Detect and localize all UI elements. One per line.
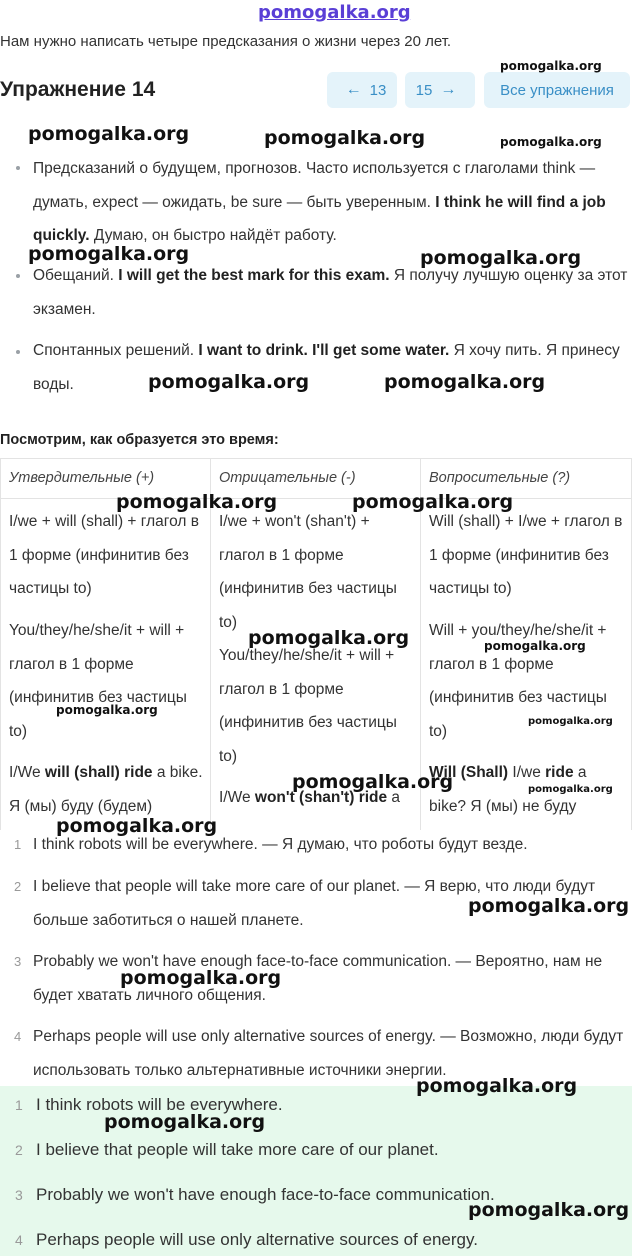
table-cell: Will + you/they/he/she/it + глагол в 1 форме (инфинитив без частицы to): [429, 622, 607, 740]
cell-bold: will (shall) ride: [44, 764, 153, 781]
answer-text: Probably we won't have enough face-to-face communication.: [36, 1185, 495, 1204]
cell-bold: ride: [545, 764, 574, 781]
bullet-translation: Я хочу пить. Я принесу воды.: [33, 342, 620, 393]
answer-block: [0, 1086, 632, 1256]
all-exercises-button[interactable]: Все упражнения: [484, 72, 630, 108]
arrow-right-icon: →: [440, 81, 457, 98]
cell-text: a: [387, 789, 401, 806]
watermark: pomogalka.org: [468, 895, 630, 917]
watermark: pomogalka.org: [528, 716, 613, 727]
watermark: pomogalka.org: [148, 371, 310, 393]
watermark: pomogalka.org: [416, 1075, 578, 1097]
bullet-text: Предсказаний о будущем, прогнозов. Часто используется с глаголами think — думать, expect — ожидать, be sure — быть уверенным.: [33, 160, 596, 211]
table-cell: Will (shall) + I/we + глагол в 1 форме (инфинитив без частицы to): [429, 513, 623, 597]
watermark: pomogalka.org: [528, 784, 613, 795]
bullet-text: Обещаний.: [33, 267, 119, 284]
arrow-left-icon: ←: [345, 81, 362, 98]
watermark: pomogalka.org: [264, 127, 426, 149]
exercise-title: Упражнение 14: [0, 78, 156, 101]
bullet-dot: [16, 166, 20, 170]
list-text: Probably we won't have enough face-to-face communication. — Вероятно, нам не будет хватать личного общения.: [33, 953, 603, 1004]
bullet-example: I think he will find a job quickly.: [33, 193, 606, 244]
bullet-item: [33, 152, 628, 253]
table-header: Вопросительные (?): [421, 459, 632, 499]
answer-number: 1: [15, 1097, 23, 1113]
cell-text: a bike? Я (мы) не буду: [429, 764, 587, 815]
table-header: Отрицательные (-): [211, 459, 420, 499]
cell-text: I/We: [219, 789, 255, 806]
answer-number: 3: [15, 1187, 23, 1203]
list-number: 2: [14, 879, 22, 894]
bullet-dot: [16, 350, 20, 354]
watermark: pomogalka.org: [292, 771, 454, 793]
list-text: I think robots will be everywhere. — Я думаю, что роботы будут везде.: [33, 836, 528, 853]
watermark: pomogalka.org: [484, 639, 586, 653]
watermark: pomogalka.org: [116, 491, 278, 513]
table-cell: I/we + will (shall) + глагол в 1 форме (инфинитив без частицы to): [9, 513, 199, 597]
watermark: pomogalka.org: [104, 1111, 266, 1133]
answer-number: 4: [15, 1232, 23, 1248]
bullet-dot: [16, 274, 20, 278]
watermark: pomogalka.org: [500, 59, 602, 73]
table-cell: You/they/he/she/it + will + глагол в 1 форме (инфинитив без частицы to): [9, 622, 187, 740]
prev-exercise-label: 13: [369, 81, 387, 99]
cell-bold: won't (shan't) ride: [254, 789, 388, 806]
table-column-affirmative: [1, 459, 211, 830]
bullet-translation: Думаю, он быстро найдёт работу.: [89, 227, 337, 244]
bullet-text: Спонтанных решений.: [33, 342, 199, 359]
table-cell: I/we + won't (shan't) + глагол в 1 форме (инфинитив без частицы to): [219, 513, 397, 631]
bullet-example: I will get the best mark for this exam.: [118, 267, 390, 284]
bullet-item: [33, 259, 628, 326]
watermark: pomogalka.org: [384, 371, 546, 393]
bullet-translation: Я получу лучшую оценку за этот экзамен.: [33, 267, 628, 318]
list-number: 3: [14, 954, 22, 969]
watermark: pomogalka.org: [28, 123, 190, 145]
table-header: Утвердительные (+): [1, 459, 210, 499]
cell-text: a bike. Я (мы) буду (будем): [9, 764, 203, 815]
bullet-example: I want to drink. I'll get some water.: [198, 342, 450, 359]
prev-exercise-button[interactable]: [327, 72, 397, 108]
watermark: pomogalka.org: [352, 491, 514, 513]
watermark: pomogalka.org: [56, 703, 158, 717]
watermark: pomogalka.org: [500, 135, 602, 149]
intro-text: Нам нужно написать четыре предсказания о жизни через 20 лет.: [0, 33, 452, 50]
answer-text: I believe that people will take more care of our planet.: [36, 1140, 439, 1159]
list-text: Perhaps people will use only alternative sources of energy. — Возможно, люди будут использовать только альтернативные источники энергии.: [33, 1028, 624, 1079]
list-number: 1: [14, 837, 22, 852]
watermark: pomogalka.org: [120, 967, 282, 989]
table-title: Посмотрим, как образуется это время:: [0, 432, 279, 448]
cell-bold: Will (Shall): [429, 764, 509, 781]
watermark: pomogalka.org: [56, 815, 218, 837]
next-exercise-button[interactable]: [405, 72, 475, 108]
answer-number: 2: [15, 1142, 23, 1158]
cell-text: I/we: [508, 764, 546, 781]
cell-text: I/We: [9, 764, 45, 781]
next-exercise-label: 15: [415, 81, 433, 99]
list-text: I believe that people will take more care of our planet. — Я верю, что люди будут больше заботиться о нашей планете.: [33, 878, 596, 929]
answer-text: Perhaps people will use only alternative sources of energy.: [36, 1230, 478, 1249]
watermark: pomogalka.org: [248, 627, 410, 649]
table-cell: [9, 756, 204, 823]
answer-text: I think robots will be everywhere.: [36, 1095, 283, 1114]
table-cell: You/they/he/she/it + will + глагол в 1 форме (инфинитив без частицы to): [219, 647, 397, 765]
watermark: pomogalka.org: [28, 243, 190, 265]
watermark: pomogalka.org: [420, 247, 582, 269]
site-watermark-link[interactable]: pomogalka.org: [258, 2, 411, 23]
list-number: 4: [14, 1029, 22, 1044]
watermark: pomogalka.org: [468, 1199, 630, 1221]
